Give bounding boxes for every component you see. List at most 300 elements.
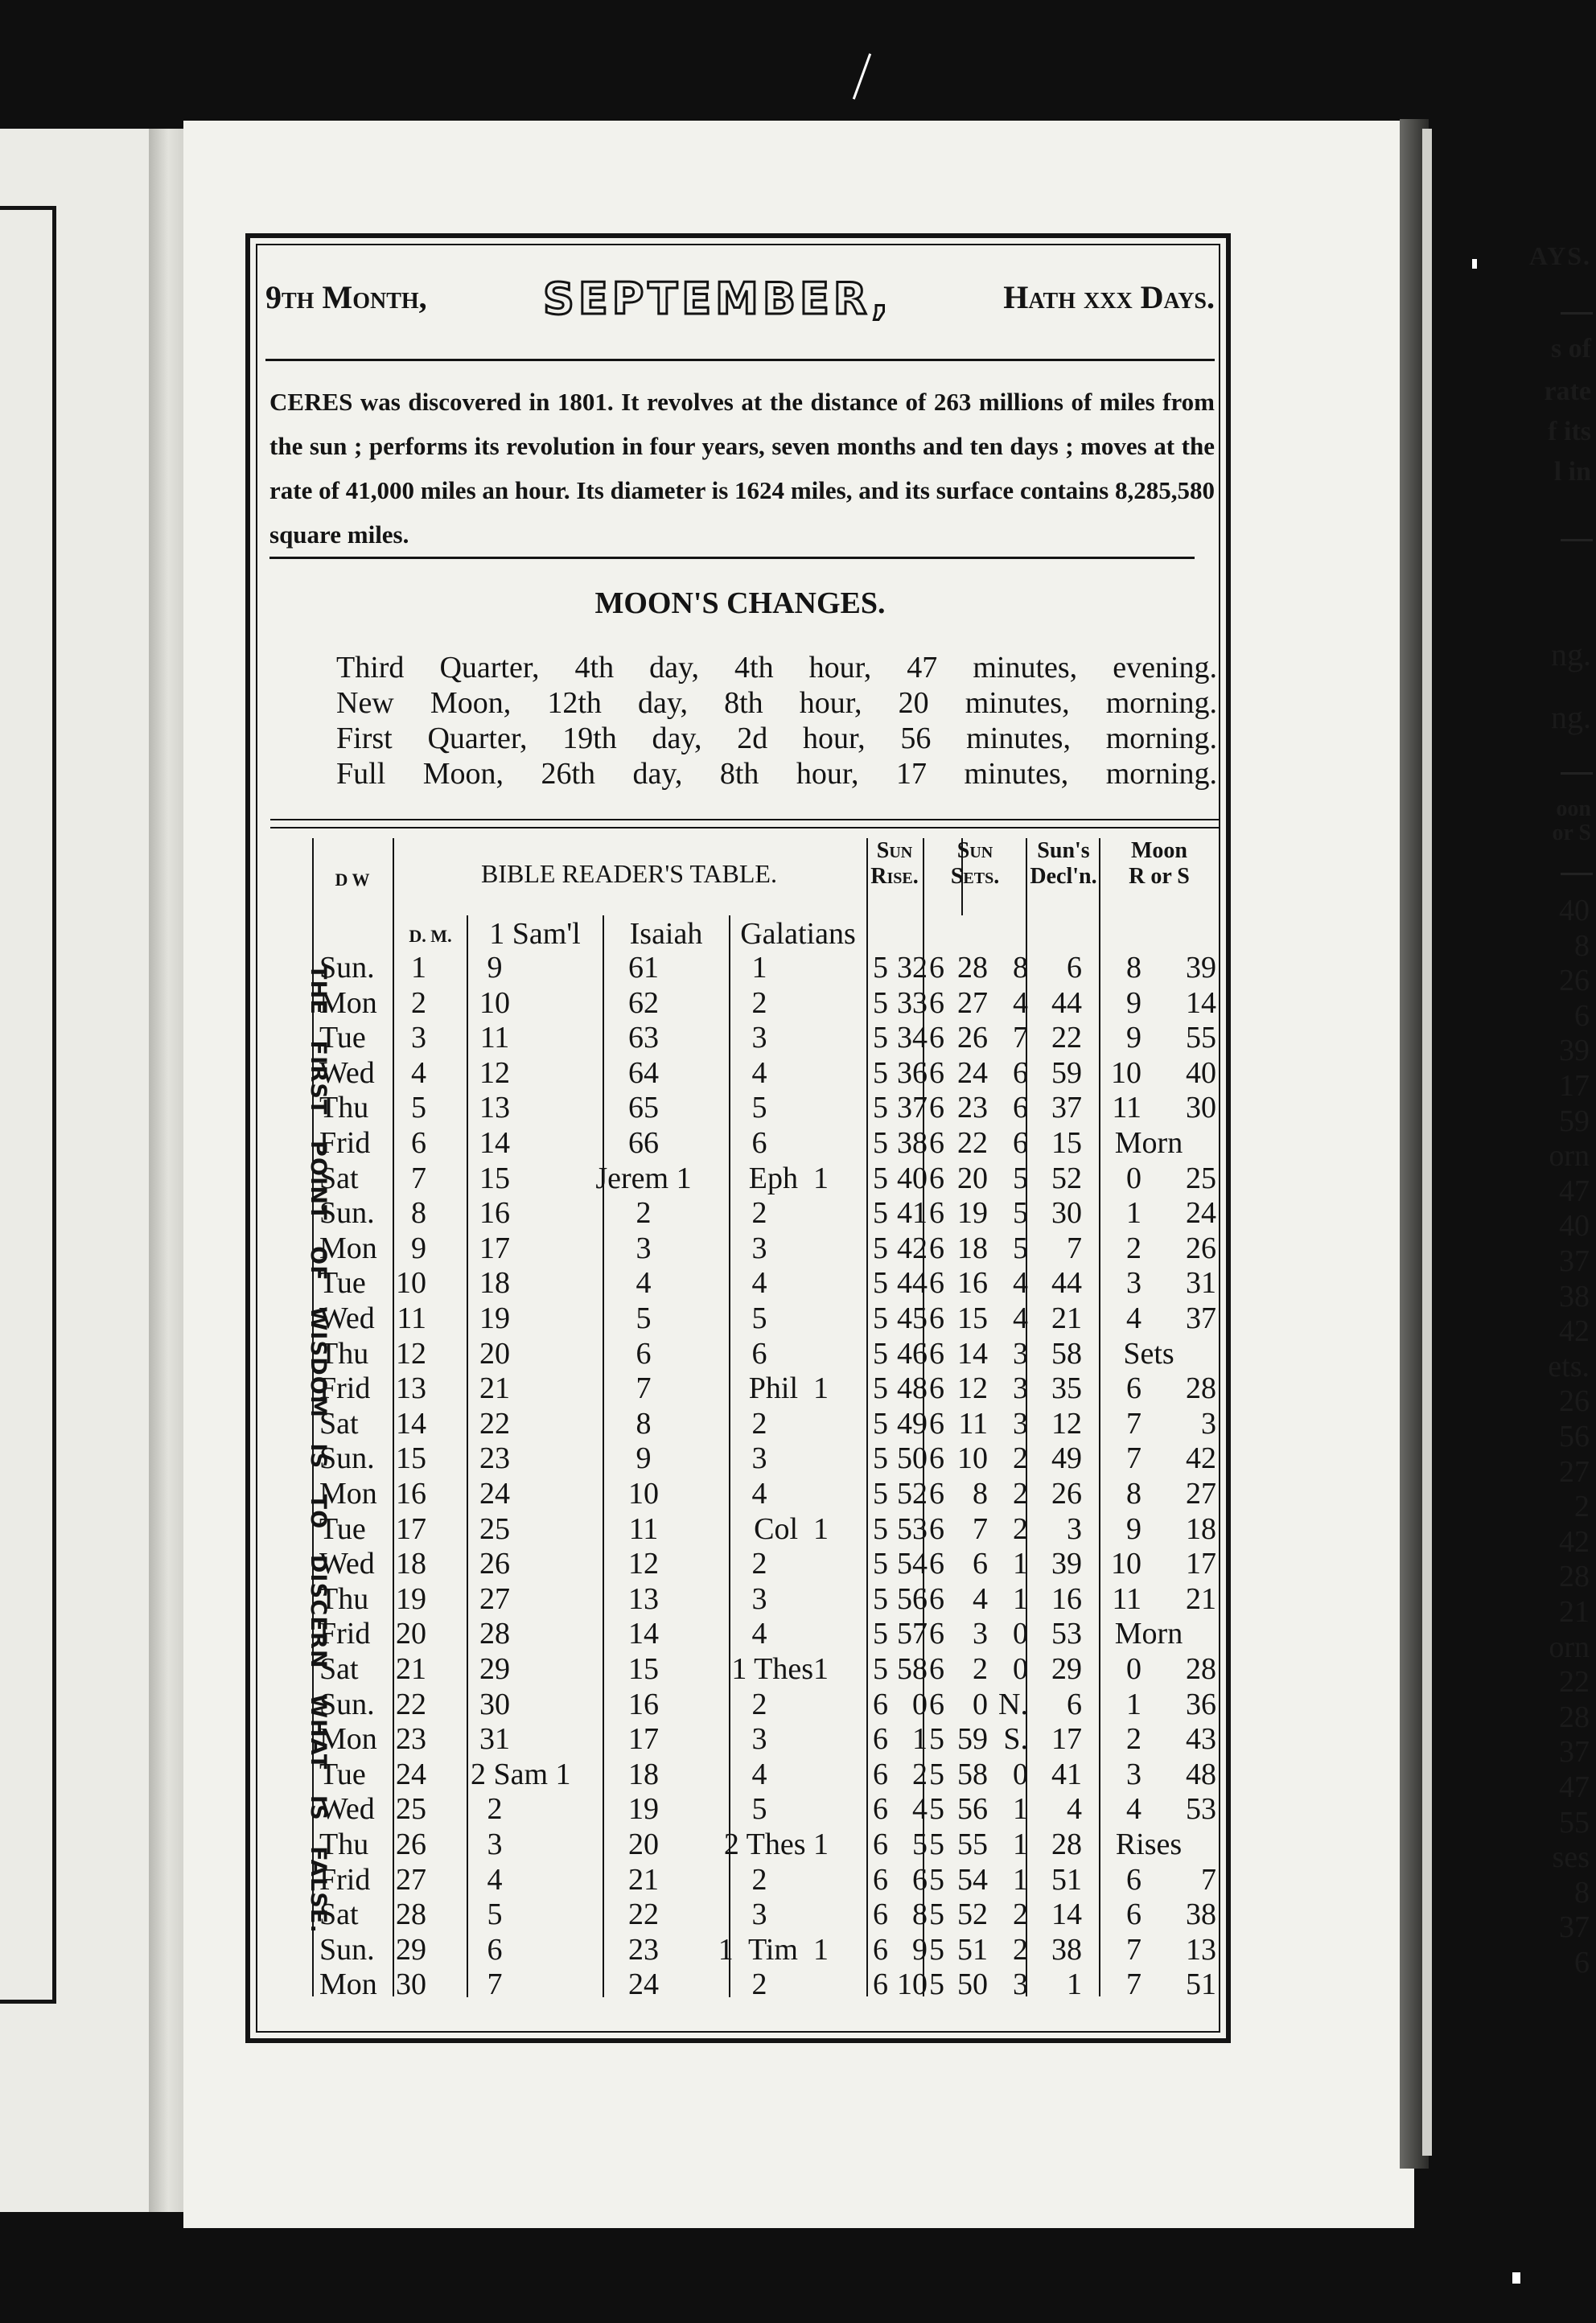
sun-rise-minute: 38	[897, 1126, 928, 1160]
moon-change-line: Third Quarter, 4th day, 4th hour, 47 minutes, evening.	[336, 651, 1217, 685]
sun-set-minute: 52	[957, 1897, 988, 1932]
sun-set-minute: 18	[957, 1231, 988, 1265]
declination-degrees: S.	[1003, 1722, 1028, 1757]
moon-hour: 11	[1112, 1581, 1141, 1616]
day-of-month: 15	[396, 1441, 426, 1476]
sun-set-minute: 51	[957, 1932, 988, 1967]
moon-minute: 42	[1186, 1441, 1216, 1476]
sun-set-minute: 27	[957, 985, 988, 1020]
table-row	[265, 1828, 1219, 1863]
sun-rise-minute: 49	[897, 1406, 928, 1441]
moon-hour: 9	[1126, 1021, 1141, 1055]
isaiah-reading: 13	[628, 1581, 659, 1616]
day-of-month: 14	[396, 1406, 426, 1441]
left-page-number: ses	[1552, 1840, 1590, 1874]
isaiah-reading: 4	[636, 1266, 652, 1301]
galatians-reading: 1	[751, 951, 767, 985]
sun-rise-hour: 5	[873, 1511, 888, 1546]
left-page-text-fragment: s of	[1550, 334, 1591, 364]
sun-rise-header-line: Rise.	[870, 864, 919, 889]
table-row	[265, 1407, 1219, 1442]
declination-minutes: 12	[1051, 1406, 1082, 1441]
samuel-reading: 5	[487, 1897, 503, 1932]
left-page-number: 55	[1559, 1806, 1590, 1840]
declination-degrees: 8	[1013, 951, 1028, 985]
samuel-reading: 2	[487, 1792, 503, 1827]
samuel-reading: 19	[479, 1301, 510, 1335]
page-edge-highlight	[1422, 129, 1432, 2156]
day-of-week: Wed	[319, 1055, 375, 1090]
sun-rise-hour: 6	[873, 1967, 888, 2002]
isaiah-reading: 6	[636, 1336, 652, 1371]
declination-minutes: 51	[1051, 1862, 1082, 1897]
day-of-month: 23	[396, 1722, 426, 1757]
samuel-header: 1 Sam'l	[489, 917, 581, 951]
side-motto-text: THE FIRST POINT OF WISDOM IS TO DISCERN WHAT IS FALSE.	[306, 964, 331, 1934]
day-of-week: Sun.	[319, 1932, 375, 1967]
left-page-number: 2	[1574, 1490, 1590, 1523]
isaiah-reading: 21	[628, 1862, 659, 1897]
moon-minute: 28	[1186, 1652, 1216, 1686]
galatians-header: Galatians	[740, 917, 856, 951]
sun-set-minute: 2	[973, 1652, 988, 1686]
table-row	[265, 1792, 1219, 1828]
day-of-week: Sun.	[319, 1196, 375, 1231]
sun-set-minute: 0	[973, 1687, 988, 1721]
moon-hour: 7	[1126, 1441, 1141, 1476]
moon-minute: 30	[1186, 1091, 1216, 1125]
galatians-reading: 4	[751, 1477, 767, 1511]
samuel-reading: 14	[479, 1126, 510, 1160]
table-row	[265, 1056, 1219, 1092]
day-of-week: Mon	[319, 1477, 377, 1511]
declination-degrees: 2	[1013, 1511, 1028, 1546]
day-of-week: Thu	[319, 1581, 369, 1616]
sun-rise-header	[869, 838, 920, 890]
day-of-week: Mon	[319, 1231, 377, 1265]
sun-rise-minute: 57	[897, 1617, 928, 1651]
galatians-reading: 2	[751, 1406, 767, 1441]
table-row	[265, 1547, 1219, 1582]
sun-set-hour: 6	[929, 1196, 944, 1231]
left-page-number: 26	[1559, 1384, 1590, 1418]
day-of-week: Thu	[319, 1828, 369, 1861]
isaiah-reading: 12	[628, 1547, 659, 1581]
day-of-week: Frid	[319, 1617, 371, 1651]
sun-set-hour: 5	[929, 1932, 944, 1967]
sun-rise-minute: 9	[912, 1932, 928, 1967]
table-row	[265, 1441, 1219, 1477]
declination-minutes: 1	[1067, 1967, 1082, 2002]
declination-minutes: 16	[1051, 1581, 1082, 1616]
sun-set-minute: 15	[957, 1301, 988, 1335]
moon-hour: 3	[1126, 1757, 1141, 1791]
galatians-reading: 1 Thes1	[731, 1652, 829, 1686]
left-page-number: 8	[1574, 1876, 1590, 1910]
sun-set-minute: 6	[973, 1547, 988, 1581]
samuel-reading: 9	[487, 951, 503, 985]
moon-minute: 3	[1201, 1406, 1216, 1441]
galatians-reading: 4	[751, 1617, 767, 1651]
moon-minute: 37	[1186, 1301, 1216, 1335]
galatians-reading: 4	[751, 1757, 767, 1791]
sun-rise-hour: 5	[873, 1196, 888, 1231]
sun-set-minute: 20	[957, 1161, 988, 1195]
left-page-number: 39	[1559, 1034, 1590, 1067]
day-of-month: 27	[396, 1862, 426, 1897]
left-page-rule	[1561, 873, 1593, 875]
sun-set-minute: 58	[957, 1757, 988, 1791]
declination-degrees: 4	[1013, 985, 1028, 1020]
declination-minutes: 26	[1051, 1477, 1082, 1511]
moon-minute: 27	[1186, 1477, 1216, 1511]
isaiah-reading: 8	[636, 1406, 652, 1441]
declination-minutes: 39	[1051, 1547, 1082, 1581]
day-of-month: 13	[396, 1371, 426, 1406]
samuel-reading: 18	[479, 1266, 510, 1301]
sun-rise-minute: 2	[912, 1757, 928, 1791]
moon-header-line: R or S	[1129, 864, 1190, 889]
sun-set-hour: 6	[929, 1301, 944, 1335]
isaiah-reading: 17	[628, 1722, 659, 1757]
day-of-month: 26	[396, 1828, 426, 1861]
isaiah-reading: 61	[628, 951, 659, 985]
day-of-month: 12	[396, 1336, 426, 1371]
sun-set-hour: 6	[929, 1126, 944, 1160]
left-page-text-fragment: f its	[1548, 417, 1591, 446]
day-of-month: 20	[396, 1617, 426, 1651]
moon-hour: 6	[1126, 1371, 1141, 1406]
day-of-month: 5	[411, 1091, 426, 1125]
day-of-week: Wed	[319, 1792, 375, 1827]
left-page-text-fragment: l in	[1553, 457, 1591, 487]
day-of-week: Sun.	[319, 1441, 375, 1476]
declination-minutes: 44	[1051, 985, 1082, 1020]
declination-header	[1028, 838, 1099, 890]
sun-rise-hour: 6	[873, 1862, 888, 1897]
declination-degrees: 5	[1013, 1231, 1028, 1265]
sun-set-hour: 6	[929, 1091, 944, 1125]
moon-minute: 24	[1186, 1196, 1216, 1231]
moon-hour: 10	[1111, 1547, 1141, 1581]
galatians-reading: Col 1	[754, 1511, 829, 1546]
table-row	[265, 1722, 1219, 1758]
moon-minute: 55	[1186, 1021, 1216, 1055]
day-of-month: 3	[411, 1021, 426, 1055]
table-title: BIBLE READER'S TABLE.	[481, 859, 777, 888]
left-page-column-head: or S	[1552, 820, 1591, 845]
sun-rise-hour: 5	[873, 951, 888, 985]
sun-set-minute: 26	[957, 1021, 988, 1055]
galatians-reading: 3	[751, 1231, 767, 1265]
day-of-month: 9	[411, 1231, 426, 1265]
day-of-month: 30	[396, 1967, 426, 2002]
sun-rise-minute: 53	[897, 1511, 928, 1546]
declination-degrees: 6	[1013, 1055, 1028, 1090]
sun-set-minute: 28	[957, 951, 988, 985]
samuel-reading: 3	[487, 1828, 503, 1861]
left-page-number: 26	[1559, 964, 1590, 997]
sun-rise-minute: 34	[897, 1021, 928, 1055]
left-page-number: 37	[1559, 1244, 1590, 1278]
declination-minutes: 6	[1067, 951, 1082, 985]
day-of-week: Frid	[319, 1126, 371, 1160]
declination-degrees: 2	[1013, 1477, 1028, 1511]
isaiah-reading: 18	[628, 1757, 659, 1791]
moon-hour: 1	[1126, 1196, 1141, 1231]
declination-degrees: 1	[1013, 1828, 1028, 1861]
sun-rise-minute: 41	[897, 1196, 928, 1231]
sun-set-minute: 54	[957, 1862, 988, 1897]
declination-degrees: 3	[1013, 1967, 1028, 2002]
declination-header-line: Decl'n.	[1030, 864, 1097, 889]
isaiah-header: Isaiah	[629, 917, 703, 951]
table-row	[265, 1897, 1219, 1933]
left-page-number: ets.	[1548, 1350, 1590, 1384]
table-row	[265, 951, 1219, 986]
isaiah-reading: 64	[628, 1055, 659, 1090]
isaiah-reading: 16	[628, 1687, 659, 1721]
day-of-month: 8	[411, 1196, 426, 1231]
declination-minutes: 28	[1051, 1828, 1082, 1861]
sun-rise-minute: 50	[897, 1441, 928, 1476]
sun-rise-minute: 6	[912, 1862, 928, 1897]
declination-degrees: 3	[1013, 1336, 1028, 1371]
sun-rise-hour: 5	[873, 1126, 888, 1160]
galatians-reading: 5	[751, 1301, 767, 1335]
sun-set-hour: 6	[929, 1652, 944, 1686]
table-row	[265, 1652, 1219, 1688]
sun-set-hour: 5	[929, 1792, 944, 1827]
samuel-reading: 13	[479, 1091, 510, 1125]
sun-set-hour: 6	[929, 1617, 944, 1651]
declination-degrees: 0	[1013, 1652, 1028, 1686]
sun-rise-minute: 46	[897, 1336, 928, 1371]
left-page-number: 37	[1559, 1910, 1590, 1944]
sun-set-hour: 6	[929, 1021, 944, 1055]
sun-rise-minute: 58	[897, 1652, 928, 1686]
moon-changes-title: MOON'S CHANGES.	[594, 586, 886, 620]
samuel-reading: 26	[479, 1547, 510, 1581]
sun-rise-hour: 5	[873, 1301, 888, 1335]
declination-degrees: 1	[1013, 1792, 1028, 1827]
sun-set-hour: 5	[929, 1862, 944, 1897]
isaiah-reading: 5	[636, 1301, 652, 1335]
sun-set-hour: 6	[929, 985, 944, 1020]
sun-rise-minute: 0	[912, 1687, 928, 1721]
declination-minutes: 3	[1067, 1511, 1082, 1546]
day-of-month: 19	[396, 1581, 426, 1616]
month-header	[265, 273, 1215, 322]
declination-degrees: 2	[1013, 1897, 1028, 1932]
table-row	[265, 1688, 1219, 1723]
table-row	[265, 1863, 1219, 1898]
samuel-reading: 16	[479, 1196, 510, 1231]
sun-set-hour: 5	[929, 1897, 944, 1932]
day-of-week: Sat	[319, 1406, 359, 1441]
samuel-reading: 28	[479, 1617, 510, 1651]
sun-set-minute: 10	[957, 1441, 988, 1476]
side-motto	[305, 964, 331, 1934]
sun-rise-hour: 5	[873, 1547, 888, 1581]
declination-minutes: 4	[1067, 1792, 1082, 1827]
left-page-number: orn	[1549, 1630, 1590, 1664]
month-name: SEPTEMBER,	[543, 273, 892, 324]
moon-hour: 4	[1126, 1792, 1141, 1827]
left-page-text-fragment: ng.	[1551, 699, 1591, 735]
declination-minutes: 6	[1067, 1687, 1082, 1721]
moon-minute: 53	[1186, 1792, 1216, 1827]
samuel-reading: 2 Sam 1	[471, 1757, 571, 1791]
sun-set-hour: 6	[929, 1477, 944, 1511]
isaiah-reading: 23	[628, 1932, 659, 1967]
days-count-label: Hath xxx Days.	[1003, 279, 1215, 315]
galatians-reading: 1 Tim 1	[718, 1932, 829, 1967]
samuel-reading: 17	[479, 1231, 510, 1265]
moon-minute: 28	[1186, 1371, 1216, 1406]
sun-set-minute: 55	[957, 1828, 988, 1861]
galatians-reading: 4	[751, 1266, 767, 1301]
left-page-number: 40	[1559, 894, 1590, 927]
sun-set-minute: 11	[958, 1406, 988, 1441]
galatians-reading: Phil 1	[748, 1371, 829, 1406]
sun-set-hour: 5	[929, 1967, 944, 2002]
day-of-month: 28	[396, 1897, 426, 1932]
moon-change-line: Full Moon, 26th day, 8th hour, 17 minutes, morning.	[336, 757, 1217, 791]
table-top-rule	[270, 819, 1220, 820]
table-row	[265, 1617, 1219, 1652]
samuel-reading: 21	[479, 1371, 510, 1406]
sun-sets-header-line: Sun	[956, 838, 993, 863]
samuel-reading: 31	[479, 1722, 510, 1757]
sun-rise-hour: 6	[873, 1932, 888, 1967]
sun-rise-minute: 4	[912, 1792, 928, 1827]
sun-rise-hour: 6	[873, 1792, 888, 1827]
day-of-month: 18	[396, 1547, 426, 1581]
isaiah-reading: 66	[628, 1126, 659, 1160]
moon-minute: 40	[1186, 1055, 1216, 1090]
left-page-rule	[1561, 312, 1593, 315]
sun-rise-hour: 5	[873, 1021, 888, 1055]
left-page-number: 56	[1559, 1420, 1590, 1453]
samuel-reading: 11	[479, 1021, 510, 1055]
declination-degrees: 4	[1013, 1301, 1028, 1335]
left-page-column-head: oon	[1556, 796, 1591, 821]
declination-degrees: 2	[1013, 1932, 1028, 1967]
moon-hour: 4	[1126, 1301, 1141, 1335]
day-of-week: Tue	[319, 1021, 366, 1055]
sun-set-minute: 3	[973, 1617, 988, 1651]
sun-set-minute: 23	[957, 1091, 988, 1125]
sun-set-minute: 14	[957, 1336, 988, 1371]
sun-rise-hour: 5	[873, 1231, 888, 1265]
moon-header-line: Moon	[1131, 838, 1187, 863]
declination-degrees: 3	[1013, 1371, 1028, 1406]
galatians-reading: 3	[751, 1722, 767, 1757]
declination-minutes: 29	[1051, 1652, 1082, 1686]
declination-degrees: 5	[1013, 1196, 1028, 1231]
table-row	[265, 986, 1219, 1022]
sun-set-hour: 6	[929, 1336, 944, 1371]
moon-hour: 2	[1126, 1722, 1141, 1757]
day-of-week: Mon	[319, 985, 377, 1020]
month-number-label: 9th Month,	[265, 279, 427, 315]
sun-rise-hour: 5	[873, 1652, 888, 1686]
declination-degrees: 1	[1013, 1581, 1028, 1616]
declination-header-line: Sun's	[1037, 838, 1090, 863]
dm-header: D. M.	[409, 926, 452, 946]
sun-rise-minute: 32	[897, 951, 928, 985]
declination-degrees: 0	[1013, 1757, 1028, 1791]
moon-event: Sets	[1123, 1336, 1174, 1371]
ceres-paragraph: CERES was discovered in 1801. It revolves at the distance of 263 millions of miles from the sun ; performs its revolution in four years, seven months and ten days ; moves at the rate of 41,000 miles an hour. Its diameter is 1624 miles, and its surface contains 8,285,580 square miles.	[269, 388, 1215, 549]
declination-degrees: 1	[1013, 1547, 1028, 1581]
moon-minute: 25	[1186, 1161, 1216, 1195]
isaiah-reading: 15	[628, 1652, 659, 1686]
moon-minute: 43	[1186, 1722, 1216, 1757]
moon-minute: 26	[1186, 1231, 1216, 1265]
moon-hour: 3	[1126, 1266, 1141, 1301]
day-of-week: Thu	[319, 1091, 369, 1125]
galatians-reading: 2 Thes 1	[723, 1828, 829, 1861]
day-of-month: 21	[396, 1652, 426, 1686]
galatians-reading: 2	[751, 985, 767, 1020]
moon-hour: 9	[1126, 985, 1141, 1020]
left-page-heading: AYS.	[1528, 241, 1591, 270]
declination-minutes: 30	[1051, 1196, 1082, 1231]
left-page-rule	[1561, 539, 1593, 541]
moon-hour: 9	[1126, 1511, 1141, 1546]
declination-minutes: 38	[1051, 1932, 1082, 1967]
isaiah-reading: 65	[628, 1091, 659, 1125]
galatians-reading: Eph 1	[748, 1161, 829, 1195]
left-page-number: 8	[1574, 929, 1590, 963]
samuel-reading: 24	[479, 1477, 510, 1511]
table-row	[265, 1196, 1219, 1231]
moon-hour: 0	[1126, 1652, 1141, 1686]
sun-set-minute: 12	[957, 1371, 988, 1406]
declination-minutes: 49	[1051, 1441, 1082, 1476]
samuel-reading: 22	[479, 1406, 510, 1441]
declination-minutes: 15	[1051, 1126, 1082, 1160]
left-page-number: 38	[1559, 1280, 1590, 1314]
left-page-number: 42	[1559, 1525, 1590, 1559]
declination-minutes: 59	[1051, 1055, 1082, 1090]
left-page-number: 47	[1559, 1174, 1590, 1208]
ceres-rule	[269, 557, 1195, 559]
table-row	[265, 1021, 1219, 1056]
declination-degrees: 5	[1013, 1161, 1028, 1195]
declination-degrees: 3	[1013, 1406, 1028, 1441]
moon-hour: 7	[1126, 1932, 1141, 1967]
sun-rise-hour: 5	[873, 1336, 888, 1371]
sun-set-minute: 24	[957, 1055, 988, 1090]
sun-rise-minute: 56	[897, 1581, 928, 1616]
sun-rise-hour: 5	[873, 1477, 888, 1511]
day-of-month: 17	[396, 1511, 426, 1546]
declination-minutes: 53	[1051, 1617, 1082, 1651]
samuel-reading: 7	[487, 1967, 503, 2002]
day-of-week: Mon	[319, 1722, 377, 1757]
declination-minutes: 35	[1051, 1371, 1082, 1406]
sun-set-hour: 6	[929, 1266, 944, 1301]
isaiah-reading: 22	[628, 1897, 659, 1932]
declination-degrees: 2	[1013, 1441, 1028, 1476]
left-page-frame	[0, 206, 56, 2004]
moon-event: Morn	[1114, 1126, 1183, 1160]
day-of-week: Frid	[319, 1862, 371, 1897]
declination-degrees: 0	[1013, 1617, 1028, 1651]
